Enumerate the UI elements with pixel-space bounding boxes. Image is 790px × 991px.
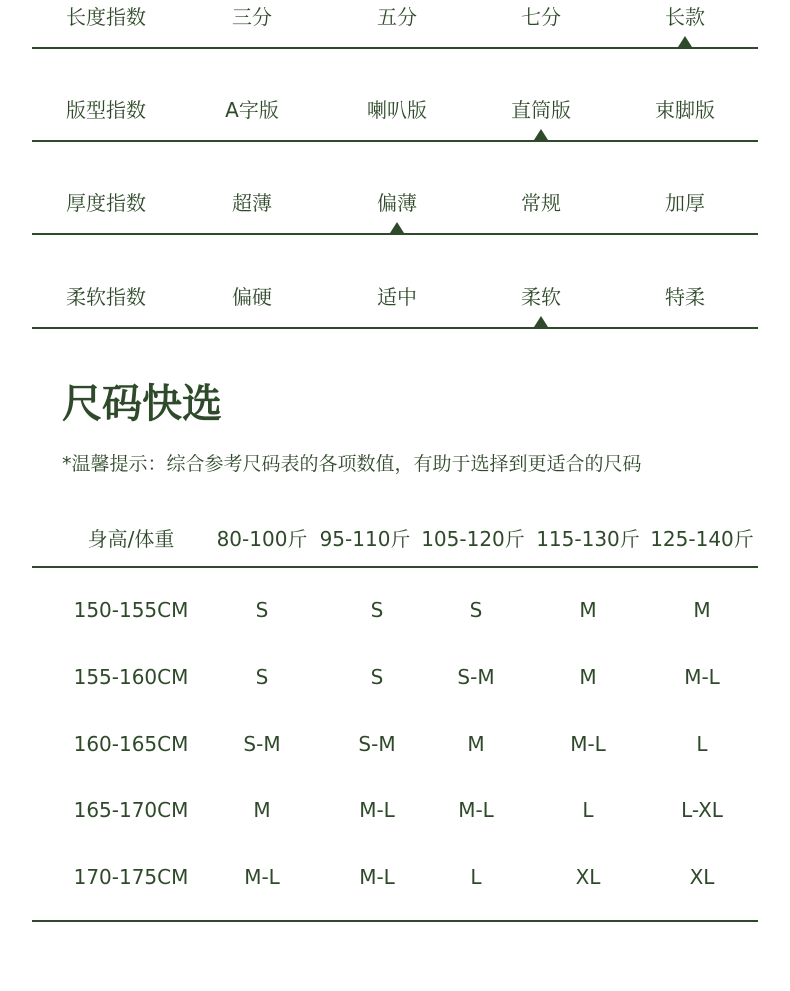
index-row (32, 96, 758, 142)
divider (32, 140, 758, 142)
column-header: 80-100斤 (216, 527, 308, 551)
size-cell: M-L (570, 732, 606, 756)
index-option: 常规 (521, 191, 561, 215)
size-table-header (0, 524, 790, 554)
size-cell: L-XL (681, 798, 723, 822)
index-label: 厚度指数 (66, 191, 146, 215)
index-label: 版型指数 (66, 98, 146, 122)
size-tip: *温馨提示：综合参考尺码表的各项数值，有助于选择到更适合的尺码 (62, 453, 642, 475)
divider (32, 47, 758, 49)
size-cell: S (370, 598, 384, 622)
divider (32, 566, 758, 568)
index-option: 五分 (377, 5, 417, 29)
size-cell: M (693, 598, 711, 622)
size-cell: M-L (684, 665, 720, 689)
index-row (32, 189, 758, 235)
size-cell: XL (689, 865, 715, 889)
size-cell: M (467, 732, 485, 756)
size-cell: M (253, 798, 271, 822)
table-row (0, 795, 790, 825)
selected-marker-icon (534, 129, 548, 140)
index-option: 束脚版 (655, 98, 715, 122)
table-row (0, 662, 790, 692)
index-option: 超薄 (232, 191, 272, 215)
index-option: 偏薄 (377, 191, 417, 215)
index-option: 偏硬 (232, 285, 272, 309)
height-cell: 160-165CM (73, 732, 189, 756)
column-header: 105-120斤 (421, 527, 525, 551)
size-cell: S (255, 598, 269, 622)
size-cell: M-L (244, 865, 280, 889)
index-label: 柔软指数 (66, 285, 146, 309)
height-cell: 170-175CM (73, 865, 189, 889)
index-option: 长款 (665, 5, 705, 29)
index-option: A字版 (225, 98, 279, 122)
index-option: 适中 (377, 285, 417, 309)
index-option: 特柔 (665, 285, 705, 309)
divider (32, 327, 758, 329)
column-header: 95-110斤 (319, 527, 411, 551)
size-cell: M-L (458, 798, 494, 822)
page-title: 尺码快选 (62, 381, 222, 427)
index-option: 加厚 (665, 191, 705, 215)
index-row (32, 283, 758, 329)
size-cell: M (579, 665, 597, 689)
size-cell: S (255, 665, 269, 689)
selected-marker-icon (534, 316, 548, 327)
size-cell: M-L (359, 865, 395, 889)
index-option: 三分 (232, 5, 272, 29)
size-cell: XL (575, 865, 601, 889)
size-cell: S-M (457, 665, 495, 689)
table-row (0, 729, 790, 759)
column-header: 115-130斤 (536, 527, 640, 551)
size-cell: S (370, 665, 384, 689)
table-row (0, 862, 790, 892)
size-cell: L (470, 865, 482, 889)
index-option: 喇叭版 (367, 98, 427, 122)
size-cell: M-L (359, 798, 395, 822)
selected-marker-icon (390, 222, 404, 233)
selected-marker-icon (678, 36, 692, 47)
height-cell: 155-160CM (73, 665, 189, 689)
index-row (32, 3, 758, 49)
column-header: 身高/体重 (87, 527, 175, 551)
height-cell: 165-170CM (73, 798, 189, 822)
table-row (0, 595, 790, 625)
divider (32, 233, 758, 235)
size-cell: S-M (358, 732, 396, 756)
divider (32, 920, 758, 922)
index-option: 七分 (521, 5, 561, 29)
size-cell: L (582, 798, 594, 822)
size-cell: S (469, 598, 483, 622)
index-label: 长度指数 (66, 5, 146, 29)
height-cell: 150-155CM (73, 598, 189, 622)
index-option: 直筒版 (511, 98, 571, 122)
column-header: 125-140斤 (650, 527, 754, 551)
size-cell: M (579, 598, 597, 622)
size-cell: S-M (243, 732, 281, 756)
index-option: 柔软 (521, 285, 561, 309)
size-cell: L (696, 732, 708, 756)
